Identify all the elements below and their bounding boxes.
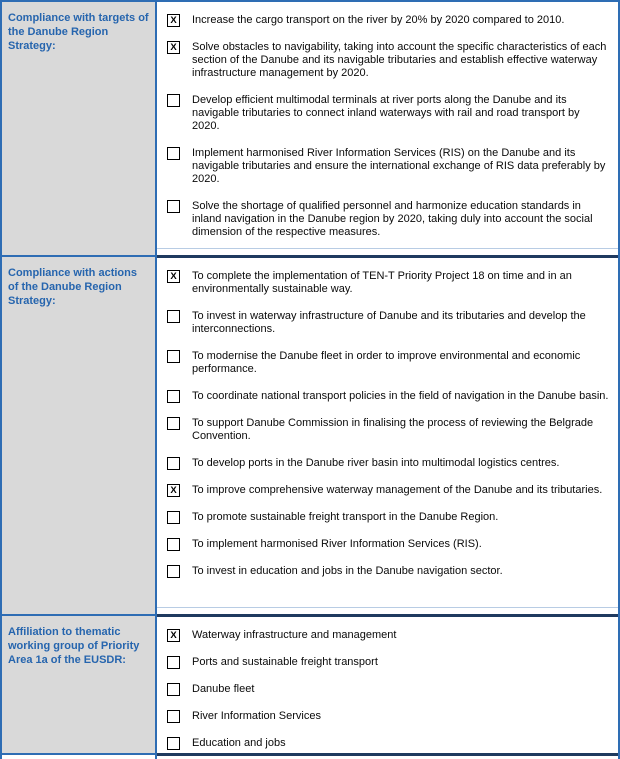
- checkbox-unchecked[interactable]: [167, 565, 180, 578]
- row-items-cell: [157, 255, 618, 614]
- checkbox-mark: X: [170, 484, 177, 496]
- checklist-item-label: To invest in education and jobs in the Danube navigation sector.: [192, 565, 503, 577]
- checklist-item: [167, 390, 610, 403]
- checklist-item-label: To develop ports in the Danube river basin into multimodal logistics centres.: [192, 457, 560, 469]
- checklist-item-label: River Information Services: [192, 710, 321, 722]
- checklist-item-label: Develop efficient multimodal terminals at river ports along the Danube and its navigable tributaries to connect inland waterways with rail and road transport by 2020.: [192, 94, 580, 132]
- stub-items-cell: [157, 753, 618, 759]
- checkbox-mark: X: [170, 14, 177, 26]
- checkbox-unchecked[interactable]: [167, 200, 180, 213]
- checklist-item: [167, 656, 610, 669]
- checklist-item-label: Education and jobs: [192, 737, 286, 749]
- checkbox-mark: X: [170, 270, 177, 282]
- checklist-item-label: To coordinate national transport policies in the field of navigation in the Danube basin.: [192, 390, 609, 402]
- checkbox-unchecked[interactable]: [167, 310, 180, 323]
- table-row: [2, 2, 618, 255]
- checklist-item-label: Implement harmonised River Information Services (RIS) on the Danube and its navigable tributaries and ensure the international exchange of RIS data preferably by 2020.: [192, 147, 606, 185]
- table-continuation-stub: [2, 753, 618, 759]
- table-rows: [2, 2, 618, 753]
- checkbox-unchecked[interactable]: [167, 417, 180, 430]
- checklist-item-label: To complete the implementation of TEN-T Priority Project 18 on time and in an environmentally sustainable way.: [192, 270, 572, 295]
- checkbox-unchecked[interactable]: [167, 94, 180, 107]
- checklist-item-label: To improve comprehensive waterway management of the Danube and its tributaries.: [192, 484, 603, 496]
- checklist-item: [167, 484, 610, 497]
- checkbox-checked[interactable]: [167, 41, 180, 54]
- checkbox-unchecked[interactable]: [167, 390, 180, 403]
- checklist-item-label: To support Danube Commission in finalising the process of reviewing the Belgrade Convention.: [192, 417, 594, 442]
- checklist-item-label: To invest in waterway infrastructure of Danube and its tributaries and develop the interconnections.: [192, 310, 586, 335]
- checklist-item-label: Ports and sustainable freight transport: [192, 656, 378, 668]
- checkbox-unchecked[interactable]: [167, 538, 180, 551]
- checkbox-unchecked[interactable]: [167, 350, 180, 363]
- row-header-label: Affiliation to thematic working group of Priority Area 1a of the EUSDR:: [8, 626, 140, 666]
- row-header-label: Compliance with targets of the Danube Region Strategy:: [8, 12, 149, 52]
- checklist-item-label: Increase the cargo transport on the river by 20% by 2020 compared to 2010.: [192, 14, 565, 26]
- row-items-list: [157, 2, 618, 249]
- checklist-item: [167, 270, 610, 296]
- checklist-item: [167, 94, 610, 133]
- checkbox-mark: X: [170, 629, 177, 641]
- checkbox-unchecked[interactable]: [167, 511, 180, 524]
- checklist-item-label: Solve obstacles to navigability, taking into account the specific characteristics of each section of the Danube and its navigable tributaries and establish effective waterway infrastructure management by 2020.: [192, 41, 607, 79]
- checkbox-checked[interactable]: [167, 484, 180, 497]
- checklist-item: [167, 41, 610, 80]
- checkbox-unchecked[interactable]: [167, 683, 180, 696]
- checklist-item: [167, 511, 610, 524]
- checkbox-unchecked[interactable]: [167, 710, 180, 723]
- checklist-item: [167, 14, 610, 27]
- checklist-item-label: Danube fleet: [192, 683, 255, 695]
- checkbox-checked[interactable]: [167, 270, 180, 283]
- checklist-item: [167, 350, 610, 376]
- checklist-item: [167, 457, 610, 470]
- checklist-item-label: Waterway infrastructure and management: [192, 629, 397, 641]
- row-items-list: [157, 617, 618, 753]
- table-row: [2, 255, 618, 614]
- checkbox-checked[interactable]: [167, 14, 180, 27]
- checklist-item: [167, 629, 610, 642]
- checklist-item: [167, 310, 610, 336]
- table-row: [2, 614, 618, 753]
- checklist-item: [167, 565, 610, 578]
- checklist-item-label: To implement harmonised River Information Services (RIS).: [192, 538, 482, 550]
- checklist-item: [167, 417, 610, 443]
- checklist-item-label: Solve the shortage of qualified personnel and harmonize education standards in inland navigation in the Danube region by 2020, taking duly into account the social dimension of the respective measures.: [192, 200, 593, 238]
- checkbox-unchecked[interactable]: [167, 147, 180, 160]
- checklist-item: [167, 683, 610, 696]
- checkbox-checked[interactable]: [167, 629, 180, 642]
- checkbox-unchecked[interactable]: [167, 737, 180, 750]
- checklist-item-label: To modernise the Danube fleet in order to improve environmental and economic performance.: [192, 350, 581, 375]
- checklist-item: [167, 737, 610, 750]
- checkbox-unchecked[interactable]: [167, 656, 180, 669]
- row-header-cell: [2, 2, 157, 255]
- row-header-label: Compliance with actions of the Danube Region Strategy:: [8, 267, 137, 307]
- checkbox-mark: X: [170, 41, 177, 53]
- row-items-list: [157, 258, 618, 608]
- checklist-item: [167, 200, 610, 239]
- checkbox-unchecked[interactable]: [167, 457, 180, 470]
- row-header-cell: [2, 255, 157, 614]
- stub-header-cell: [2, 753, 157, 759]
- checklist-item: [167, 147, 610, 186]
- checklist-item-label: To promote sustainable freight transport in the Danube Region.: [192, 511, 499, 523]
- row-header-cell: [2, 614, 157, 753]
- checklist-item: [167, 710, 610, 723]
- checklist-item: [167, 538, 610, 551]
- row-items-cell: [157, 614, 618, 753]
- row-items-cell: [157, 2, 618, 255]
